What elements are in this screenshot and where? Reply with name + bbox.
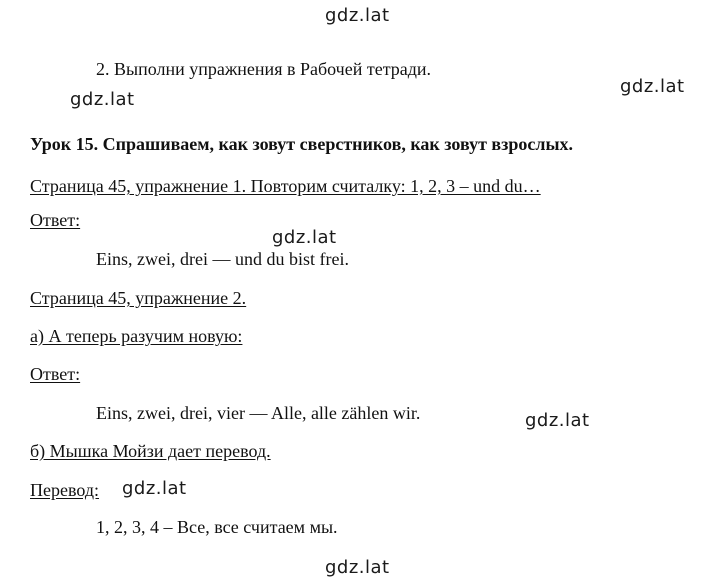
exercise-2-part-a: а) А теперь разучим новую: bbox=[30, 326, 243, 346]
watermark-top: gdz.lat bbox=[325, 5, 390, 26]
lesson-title: Урок 15. Спрашиваем, как зовут сверстников, как зовут взрослых. bbox=[30, 134, 574, 154]
exercise-1-header: Страница 45, упражнение 1. Повторим считалку: 1, 2, 3 – und du… bbox=[30, 176, 541, 196]
watermark-beside-translation: gdz.lat bbox=[122, 478, 187, 499]
watermark-right-upper: gdz.lat bbox=[620, 76, 685, 97]
exercise-2-answer: Eins, zwei, drei, vier — Alle, alle zählen wir. bbox=[96, 403, 421, 423]
translation-text: 1, 2, 3, 4 – Все, все считаем мы. bbox=[96, 517, 338, 537]
answer-label-2: Ответ: bbox=[30, 364, 81, 384]
watermark-left-upper: gdz.lat bbox=[70, 89, 135, 110]
watermark-bottom: gdz.lat bbox=[325, 557, 390, 578]
exercise-2-part-b: б) Мышка Мойзи дает перевод. bbox=[30, 441, 271, 461]
watermark-center: gdz.lat bbox=[272, 227, 337, 248]
exercise-1-answer: Eins, zwei, drei — und du bist frei. bbox=[96, 249, 349, 269]
exercise-2-header: Страница 45, упражнение 2. bbox=[30, 288, 247, 308]
answer-label-1: Ответ: bbox=[30, 210, 81, 230]
watermark-right-lower: gdz.lat bbox=[525, 410, 590, 431]
translation-label: Перевод: bbox=[30, 480, 99, 500]
previous-task-line: 2. Выполни упражнения в Рабочей тетради. bbox=[96, 59, 432, 79]
